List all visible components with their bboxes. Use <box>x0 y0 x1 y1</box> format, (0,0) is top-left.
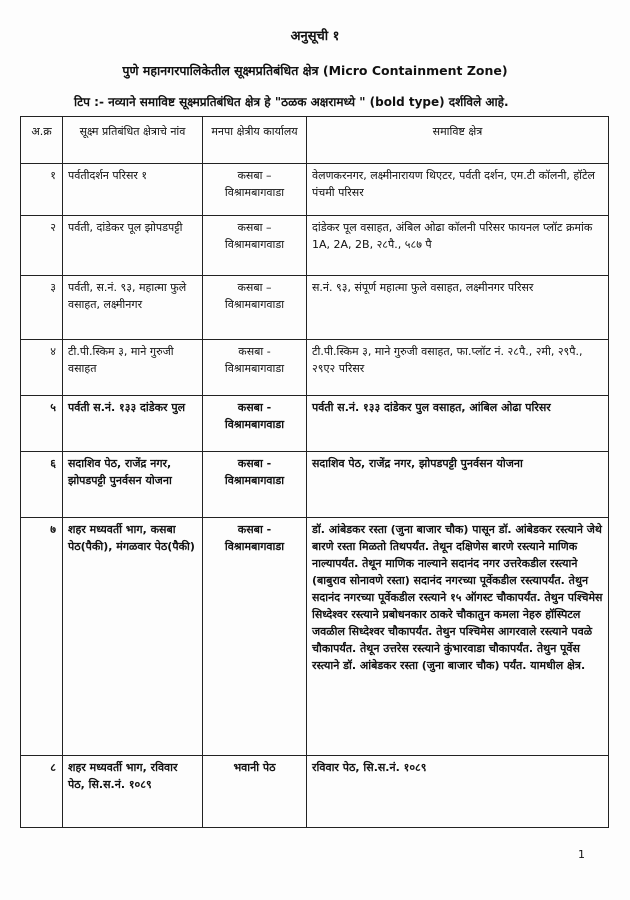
table-row <box>21 276 609 340</box>
page-title: अनुसूची १ <box>290 29 340 44</box>
row-areas: डॉ. आंबेडकर रस्ता (जुना बाजार चौक) पासून डॉ. आंबेडकर रस्त्याने जेथे बारणे रस्ता मिळतो तिथपर्यंत. तेथून दक्षिणेस बारणे रस्त्याने माणिक नाल्यापर्यंत. तेथून माणिक नाल्याने सदानंद नगर उत्तरेकडील रस्त्याने (बाबुराव सोनावणे रस्ता) सदानंद नगरच्या पूर्वेकडील रस्त्यापर्यंत. तेथुन सदानंद नगरच्या पूर्वेकडील रस्त्याने १५ ऑगस्ट चौकापर्यंत. तेथुन पश्चिमेस सिध्देश्वर रस्त्याने प्रबोधनकार ठाकरे चौकातुन कमला नेहरु हॉस्पिटल जवळील सिध्देश्वर चौकापर्यंत. तेथुन पश्चिमेस आगरवाले रस्त्याने पवळे चौकापर्यंत. तेथून उत्तरेस रस्त्याने कुंभारवाडा चौकापर्यंत. तेथुन पूर्वेस रस्त्याने डॉ. आंबेडकर रस्ता (जुना बाजार चौक) पर्यंत. यामधील क्षेत्र. <box>307 518 609 756</box>
row-office: कसबा - विश्रामबागवाडा <box>203 452 307 518</box>
row-zone-name: सदाशिव पेठ, राजेंद्र नगर, झोपडपट्टी पुनर्वसन योजना <box>63 452 203 518</box>
row-office: कसबा – विश्रामबागवाडा <box>203 216 307 276</box>
row-areas: सदाशिव पेठ, राजेंद्र नगर, झोपडपट्टी पुनर्वसन योजना <box>307 452 609 518</box>
row-zone-name: पर्वती स.नं. १३३ दांडेकर पुल <box>63 396 203 452</box>
row-office: कसबा - विश्रामबागवाडा <box>203 340 307 396</box>
row-office: कसबा - विश्रामबागवाडा <box>203 396 307 452</box>
row-zone-name: शहर मध्यवर्ती भाग, रविवार पेठ, सि.स.नं. १०८९ <box>63 756 203 828</box>
table-row <box>21 518 609 756</box>
row-office: कसबा – विश्रामबागवाडा <box>203 276 307 340</box>
row-areas: स.नं. ९३, संपूर्ण महात्मा फुले वसाहत, लक्ष्मीनगर परिसर <box>307 276 609 340</box>
table-row <box>21 396 609 452</box>
table-row <box>21 216 609 276</box>
row-sr: १ <box>21 164 63 216</box>
table-row <box>21 164 609 216</box>
table-row <box>21 756 609 828</box>
page-subtitle: पुणे महानगरपालिकेतील सूक्ष्मप्रतिबंधित क्षेत्र (Micro Containment Zone) <box>122 63 508 78</box>
row-office: कसबा - विश्रामबागवाडा <box>203 518 307 756</box>
header-office: मनपा क्षेत्रीय कार्यालय <box>203 117 307 164</box>
row-sr: ३ <box>21 276 63 340</box>
row-zone-name: पर्वती, दांडेकर पूल झोपडपट्टी <box>63 216 203 276</box>
row-sr: ६ <box>21 452 63 518</box>
row-areas: टी.पी.स्किम ३, माने गुरुजी वसाहत, फा.प्लॉट नं. २८पै., २मी, २९पै., २९ए२ परिसर <box>307 340 609 396</box>
row-sr: ५ <box>21 396 63 452</box>
row-office: कसबा – विश्रामबागवाडा <box>203 164 307 216</box>
table-row <box>21 340 609 396</box>
row-zone-name: टी.पी.स्किम ३, माने गुरुजी वसाहत <box>63 340 203 396</box>
containment-zone-table <box>20 116 609 828</box>
header-areas: समाविष्ट क्षेत्र <box>307 117 609 164</box>
row-sr: २ <box>21 216 63 276</box>
note-text: टिप :- नव्याने समाविष्ट सूक्ष्मप्रतिबंधित क्षेत्र हे "ठळक अक्षरामध्ये " (bold type) दर्शविले आहे. <box>74 95 509 109</box>
row-sr: ४ <box>21 340 63 396</box>
header-zone-name: सूक्ष्म प्रतिबंधित क्षेत्राचे नांव <box>63 117 203 164</box>
row-areas: पर्वती स.नं. १३३ दांडेकर पुल वसाहत, आंबिल ओढा परिसर <box>307 396 609 452</box>
row-zone-name: पर्वती, स.नं. ९३, महात्मा फुले वसाहत, लक्ष्मीनगर <box>63 276 203 340</box>
row-sr: ७ <box>21 518 63 756</box>
row-sr: ८ <box>21 756 63 828</box>
row-zone-name: पर्वतीदर्शन परिसर १ <box>63 164 203 216</box>
page-number: 1 <box>578 848 585 861</box>
row-areas: दांडेकर पूल वसाहत, अंबिल ओढा कॉलनी परिसर फायनल प्लॉट क्रमांक 1A, 2A, 2B, २८पै., ५८७ पै <box>307 216 609 276</box>
table-row <box>21 452 609 518</box>
table-header-row <box>21 117 609 164</box>
row-zone-name: शहर मध्यवर्ती भाग, कसबा पेठ(पैकी), मंगळवार पेठ(पैकी) <box>63 518 203 756</box>
header-sr: अ.क्र <box>21 117 63 164</box>
row-office: भवानी पेठ <box>203 756 307 828</box>
row-areas: वेलणकरनगर, लक्ष्मीनारायण थिएटर, पर्वती दर्शन, एम.टी कॉलनी, हॉटेल पंचमी परिसर <box>307 164 609 216</box>
row-areas: रविवार पेठ, सि.स.नं. १०८९ <box>307 756 609 828</box>
